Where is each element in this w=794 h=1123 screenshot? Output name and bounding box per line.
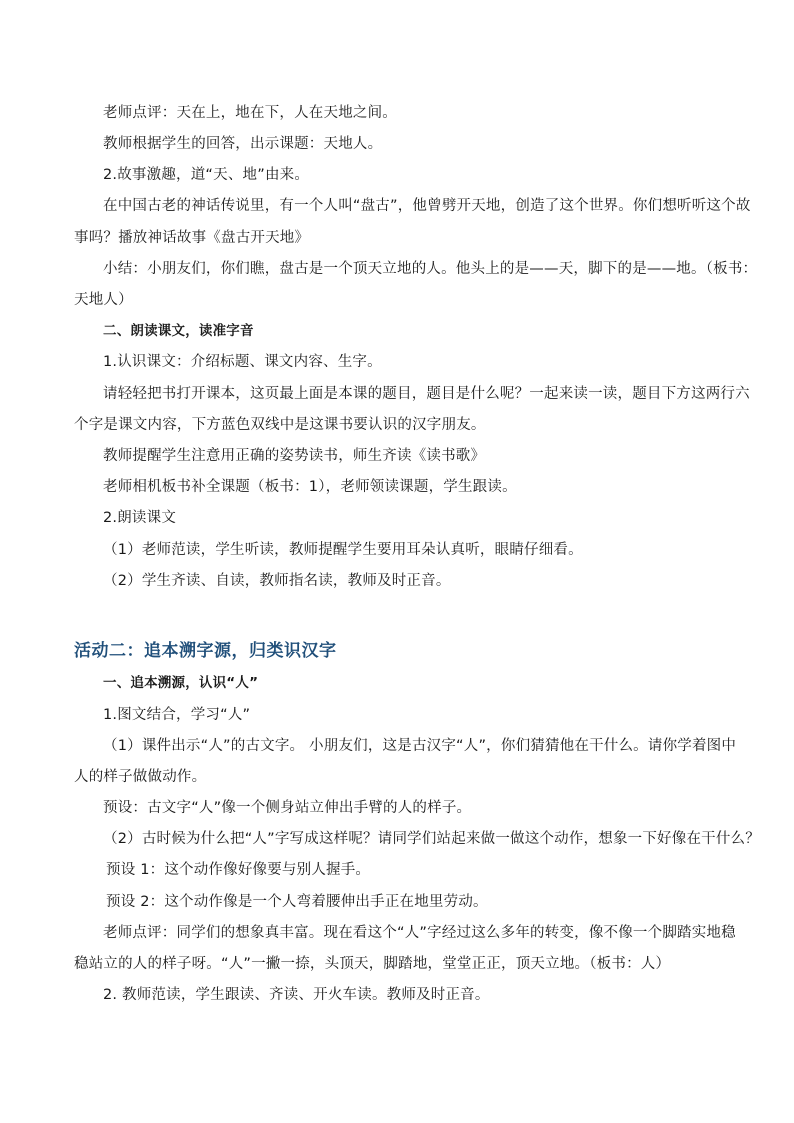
paragraph-teacher-comment: 老师点评：天在上，地在下，人在天地之间。 <box>103 105 397 121</box>
paragraph-ancient-char-line1: （1）课件出示“人”的古文字。 小朋友们，这是古汉字“人”，你们猜猜他在干什么。请你学着图中 <box>103 738 737 754</box>
paragraph-ancient-char-line2: 人的样子做做动作。 <box>74 769 207 785</box>
paragraph-board-title: 老师相机板书补全课题（板书：1），老师领读课题，学生跟读。 <box>103 479 517 495</box>
paragraph-teacher-comment-2-line2: 稳站立的人的样子呀。“人”一撇一捺，头顶天，脚踏地，堂堂正正，顶天立地。（板书：人） <box>74 956 671 972</box>
paragraph-students-read: （2）学生齐读、自读，教师指名读，教师及时正音。 <box>103 573 451 589</box>
activity-two-heading: 活动二：追本溯字源，归类识汉字 <box>74 641 337 661</box>
paragraph-preset-2: 预设 2：这个动作像是一个人弯着腰伸出手正在地里劳动。 <box>106 894 488 910</box>
paragraph-teacher-comment-2-line1: 老师点评：同学们的想象真丰富。现在看这个“人”字经过这么多年的转变，像不像一个脚踏实地稳 <box>103 925 736 941</box>
paragraph-posture: 教师提醒学生注意用正确的姿势读书，师生齐读《读书歌》 <box>103 448 486 464</box>
paragraph-know-text: 1.认识课文：介绍标题、课文内容、生字。 <box>103 354 382 370</box>
section-heading-know-ren: 一、追本溯源，认识“人” <box>103 675 259 691</box>
paragraph-pangu-line1: 在中国古老的神话传说里，有一个人叫“盘古”，他曾劈开天地，创造了这个世界。你们想听听这个故 <box>103 198 751 214</box>
paragraph-summary-line2: 天地人） <box>74 292 133 308</box>
paragraph-preset: 预设：古文字“人”像一个侧身站立伸出手臂的人的样子。 <box>103 800 472 816</box>
paragraph-read-text-heading: 2.朗读课文 <box>103 510 177 526</box>
paragraph-teacher-reads-2: 2. 教师范读，学生跟读、齐读、开火车读。教师及时正音。 <box>103 987 490 1003</box>
paragraph-image-text: 1.图文结合，学习“人” <box>103 707 251 723</box>
paragraph-show-title: 教师根据学生的回答，出示课题：天地人。 <box>103 136 383 152</box>
section-heading-read-aloud: 二、朗读课文，读准字音 <box>103 323 254 339</box>
paragraph-open-book-line1: 请轻轻把书打开课本，这页最上面是本课的题目，题目是什么呢？一起来读一读，题目下方这两行六 <box>103 386 750 402</box>
paragraph-story-heading: 2.故事激趣，道“天、地”由来。 <box>103 167 310 183</box>
paragraph-summary-line1: 小结：小朋友们，你们瞧，盘古是一个顶天立地的人。他头上的是——天，脚下的是——地。（板书： <box>103 261 758 277</box>
paragraph-teacher-reads: （1）老师范读，学生听读，教师提醒学生要用耳朵认真听，眼睛仔细看。 <box>103 542 583 558</box>
paragraph-pangu-line2: 事吗？播放神话故事《盘古开天地》 <box>74 230 310 246</box>
paragraph-preset-1: 预设 1：这个动作像好像要与别人握手。 <box>106 862 371 878</box>
paragraph-why-question: （2）古时候为什么把“人”字写成这样呢？请同学们站起来做一做这个动作，想象一下好像在干什么？ <box>103 831 760 847</box>
paragraph-open-book-line2: 个字是课文内容，下方蓝色双线中是这课书要认识的汉字朋友。 <box>74 417 486 433</box>
